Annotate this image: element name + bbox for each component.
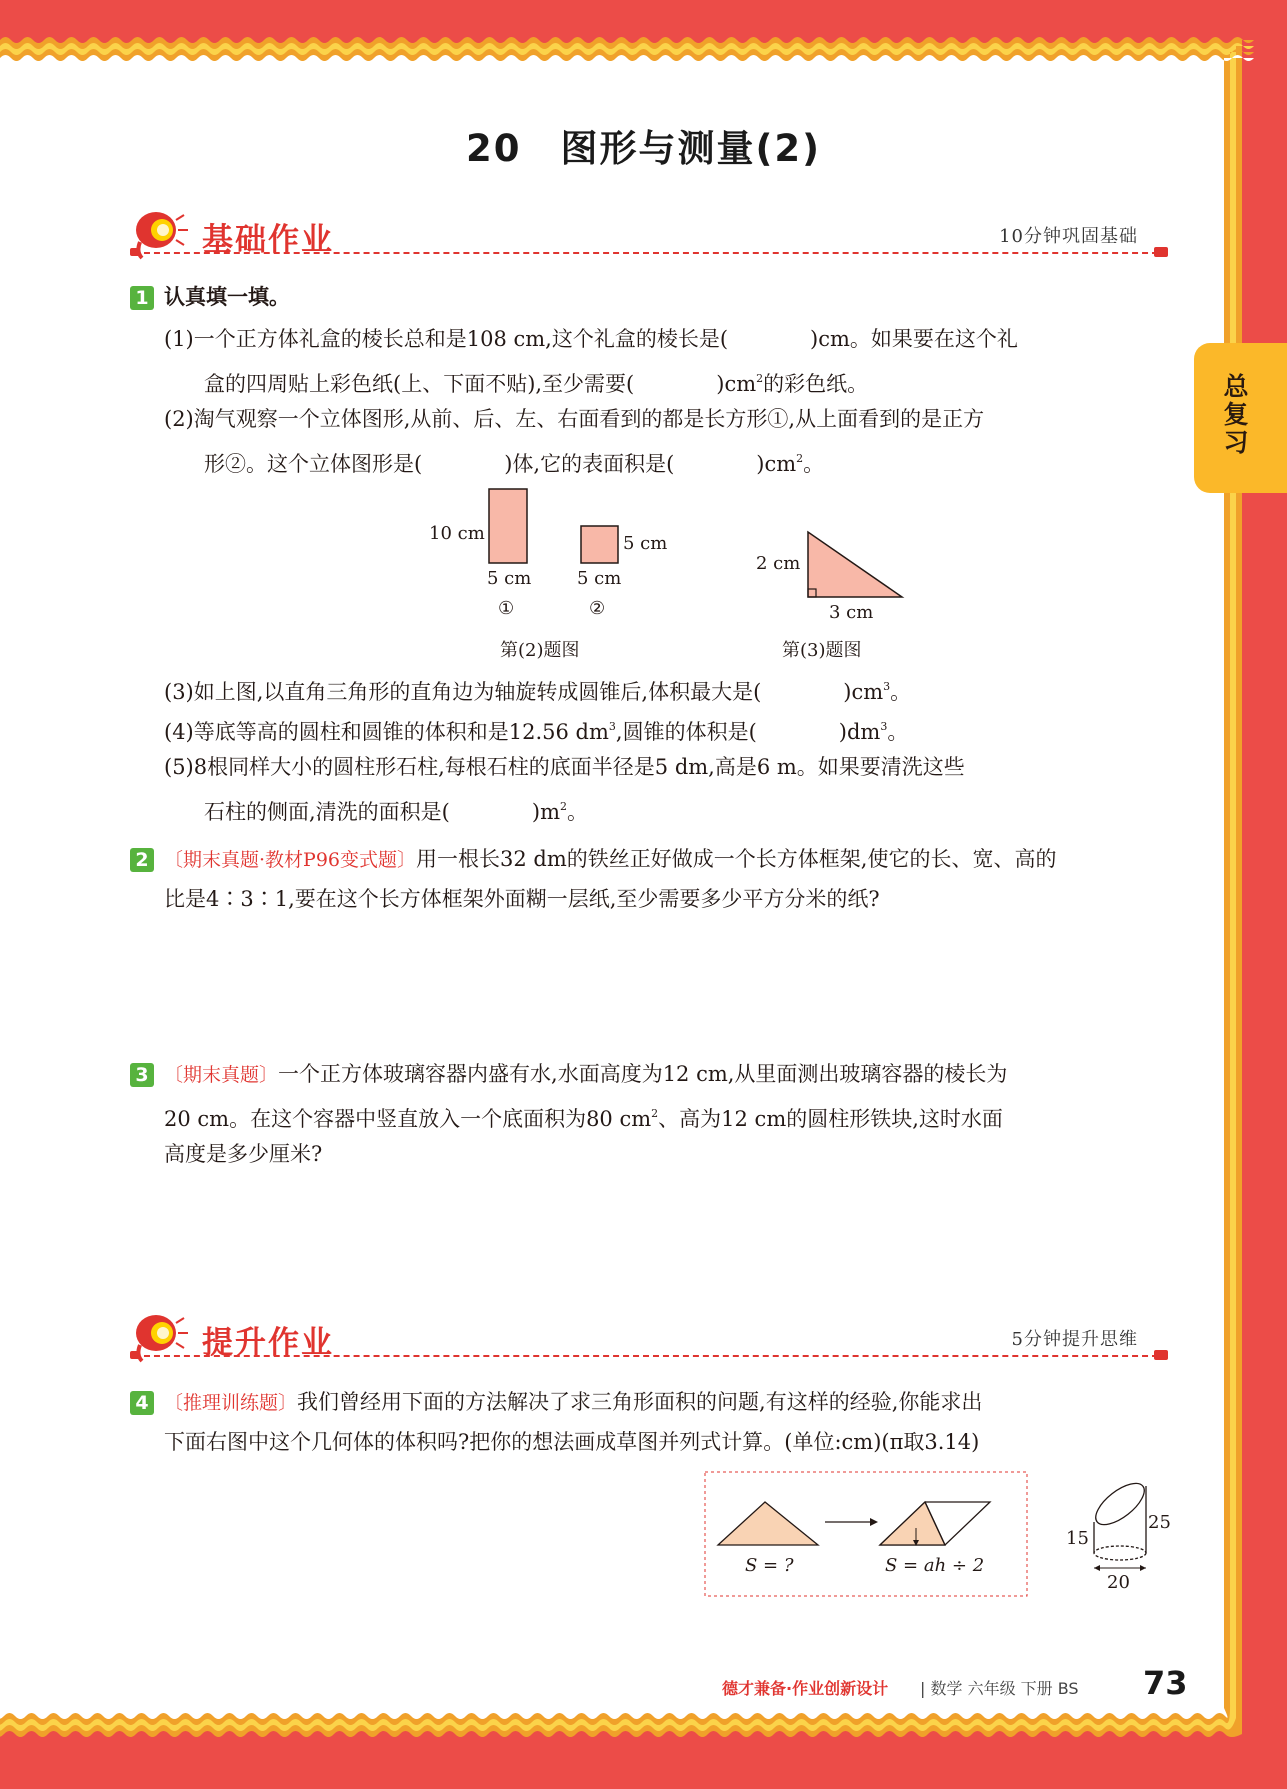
square-width-label: 5 cm (577, 568, 622, 589)
q2-line2: 比是4∶3∶1,要在这个长方体框架外面糊一层纸,至少需要多少平方分米的纸? (164, 887, 880, 911)
divider-end (1154, 1350, 1168, 1360)
lamp-icon (130, 1311, 192, 1367)
footer-meta: | 数学 六年级 下册 BS (920, 1679, 1079, 1698)
q4-line2: 下面右图中这个几何体的体积吗?把你的想法画成草图并列式计算。(单位:cm)(π取3.14) (164, 1430, 980, 1454)
square-side-label: 5 cm (623, 533, 668, 554)
cylinder-long-height: 25 (1148, 1512, 1171, 1533)
q1-part2-line2: 形②。这个立体图形是( )体,它的表面积是( )$cm^2$。 (204, 452, 825, 476)
section-title-advanced: 提升作业 (202, 1325, 334, 1361)
square-shape-2 (581, 526, 618, 563)
rect-width-label: 5 cm (487, 568, 532, 589)
section-note-advanced: 5分钟提升思维 (1011, 1329, 1138, 1350)
q2-tag: 〔期末真题·教材P96变式题〕 (164, 849, 417, 871)
question-number-2: 2 (130, 848, 154, 872)
oblique-cylinder-figure (1089, 1476, 1151, 1571)
cylinder-short-height: 15 (1066, 1528, 1089, 1549)
q1-part4: (4)等底等高的圆柱和圆锥的体积和是12.56 $dm^3$,圆锥的体积是( )$dm^3$。 (164, 720, 909, 744)
q3-tag: 〔期末真题〕 (164, 1064, 279, 1086)
question-number-1: 1 (130, 286, 154, 310)
page-number: 73 (1143, 1664, 1188, 1702)
q3-line2: 20 cm。在这个容器中竖直放入一个底面积为80 $cm^2$、高为12 cm的圆柱形铁块,这时水面 (164, 1107, 1003, 1131)
triangle-height-label: 2 cm (756, 553, 801, 574)
section-header-advanced (130, 1311, 1168, 1367)
rect-height-label: 10 cm (429, 523, 485, 544)
q1-heading: 认真填一填。 (164, 285, 290, 309)
q4-figures (700, 1470, 1160, 1610)
q1-part3: (3)如上图,以直角三角形的直角边为轴旋转成圆锥后,体积最大是( )$cm^3$。 (164, 680, 912, 704)
q4-tag: 〔推理训练题〕 (164, 1392, 298, 1414)
page-title: 20 图形与测量(2) (465, 127, 822, 170)
figure-caption-2: 第(2)题图 (500, 640, 580, 661)
question-number-3: 3 (130, 1063, 154, 1087)
formula-unknown: S = ? (745, 1555, 794, 1576)
q3-line1: 〔期末真题〕一个正方体玻璃容器内盛有水,水面高度为12 cm,从里面测出玻璃容器的棱长为 (164, 1062, 1008, 1086)
triangle-base-label: 3 cm (829, 602, 874, 623)
rectangle-shape-1 (489, 489, 527, 563)
q1-part2-line1: (2)淘气观察一个立体图形,从前、后、左、右面看到的都是长方形①,从上面看到的是正方 (164, 407, 985, 431)
rect-number-label: ① (498, 598, 515, 619)
section-divider (134, 1355, 1168, 1357)
q1-part1-line2: 盒的四周贴上彩色纸(上、下面不贴),至少需要( )$cm^2$的彩色纸。 (204, 372, 869, 396)
section-note-basic: 10分钟巩固基础 (999, 226, 1138, 247)
right-triangle-shape (808, 532, 902, 597)
q1-part5-line2: 石柱的侧面,清洗的面积是( )$m^2$。 (204, 800, 588, 824)
section-title-basic: 基础作业 (202, 222, 334, 258)
side-tab-label: 总复习 (1220, 373, 1249, 457)
square-number-label: ② (589, 598, 606, 619)
q4-line1: 〔推理训练题〕我们曾经用下面的方法解决了求三角形面积的问题,有这样的经验,你能求出 (164, 1390, 983, 1414)
q1-part1-line1: (1)一个正方体礼盒的棱长总和是108 cm,这个礼盒的棱长是( )cm。如果要在这个礼 (164, 327, 1018, 351)
footer-brand: 德才兼备·作业创新设计 (722, 1679, 889, 1698)
question-number-4: 4 (130, 1391, 154, 1415)
example-triangle (718, 1502, 818, 1545)
q1-figures (0, 0, 1287, 680)
q3-line3: 高度是多少厘米? (164, 1142, 323, 1166)
cylinder-diameter: 20 (1107, 1572, 1130, 1593)
q1-part5-line1: (5)8根同样大小的圆柱形石柱,每根石柱的底面半径是5 dm,高是6 m。如果要清洗这些 (164, 755, 965, 779)
figure-caption-3: 第(3)题图 (782, 640, 862, 661)
q2-line1: 〔期末真题·教材P96变式题〕用一根长32 dm的铁丝正好做成一个长方体框架,使它的长、宽、高的 (164, 847, 1057, 871)
formula-triangle-area: S = ah ÷ 2 (885, 1555, 985, 1576)
